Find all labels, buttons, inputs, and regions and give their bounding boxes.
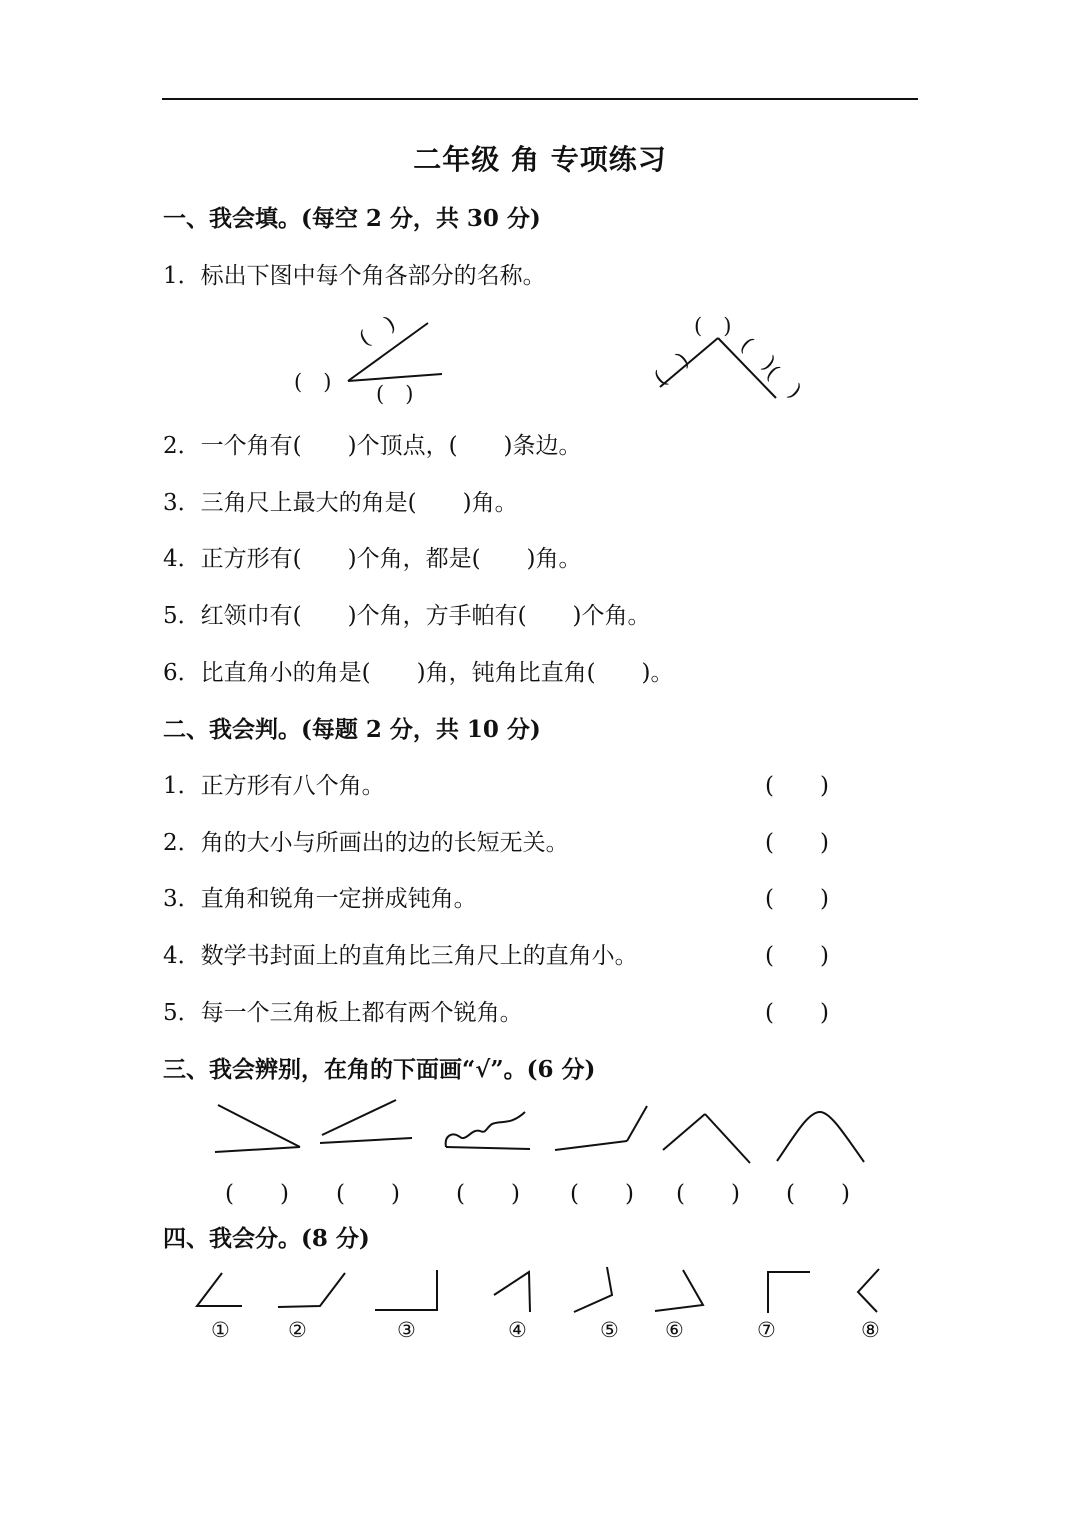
section-1-heading: 一、我会填。(每空 2 分，共 30 分) bbox=[163, 205, 541, 232]
figure-blank[interactable]: ( ) bbox=[736, 332, 781, 375]
angle-number-label: ④ bbox=[508, 1318, 527, 1342]
figure-blank[interactable]: ( ) bbox=[294, 370, 332, 394]
s2-item: 5．每一个三角板上都有两个锐角。 bbox=[163, 1000, 523, 1026]
s1-question-4: 4．正方形有( )个角，都是( )角。 bbox=[163, 546, 582, 572]
page-title: 二年级 角 专项练习 bbox=[413, 143, 667, 176]
identify-answer-blank[interactable]: ( ) bbox=[225, 1181, 289, 1207]
s2-item: 3．直角和锐角一定拼成钝角。 bbox=[163, 886, 477, 912]
judge-answer-blank[interactable]: ( ) bbox=[765, 773, 829, 799]
angle-7 bbox=[768, 1272, 810, 1313]
figure-blank[interactable]: ( ) bbox=[355, 311, 400, 351]
section-4-heading: 四、我会分。(8 分) bbox=[163, 1225, 370, 1252]
figure-blank[interactable]: ( ) bbox=[649, 347, 694, 390]
s2-item: 2．角的大小与所画出的边的长短无关。 bbox=[163, 830, 569, 856]
s1-question-1: 1．标出下图中每个角各部分的名称。 bbox=[163, 263, 546, 289]
judge-answer-blank[interactable]: ( ) bbox=[765, 1000, 829, 1026]
judge-answer-blank[interactable]: ( ) bbox=[765, 943, 829, 969]
angle-number-label: ③ bbox=[397, 1318, 416, 1342]
s1-question-6: 6．比直角小的角是( )角，钝角比直角( )。 bbox=[163, 660, 674, 686]
angle-5 bbox=[574, 1267, 612, 1312]
angle-3 bbox=[375, 1270, 437, 1310]
angle-number-label: ⑧ bbox=[861, 1318, 880, 1342]
s1-question-3: 3．三角尺上最大的角是( )角。 bbox=[163, 490, 518, 516]
angle-4 bbox=[494, 1272, 530, 1312]
angle-1 bbox=[197, 1273, 242, 1306]
angle-number-label: ⑤ bbox=[600, 1318, 619, 1342]
s2-item: 1．正方形有八个角。 bbox=[163, 773, 385, 799]
figure-blank[interactable]: ( ) bbox=[694, 314, 732, 338]
judge-answer-blank[interactable]: ( ) bbox=[765, 886, 829, 912]
section-3-heading: 三、我会辨别，在角的下面画“√”。(6 分) bbox=[163, 1056, 596, 1083]
angle-8 bbox=[858, 1269, 879, 1312]
s2-item: 4．数学书封面上的直角比三角尺上的直角小。 bbox=[163, 943, 638, 969]
angle-6 bbox=[655, 1270, 703, 1311]
figure-blank[interactable]: ( ) bbox=[376, 382, 414, 406]
section-2-heading: 二、我会判。(每题 2 分，共 10 分) bbox=[163, 716, 541, 743]
identify-answer-blank[interactable]: ( ) bbox=[336, 1181, 400, 1207]
figure-blank[interactable]: ( ) bbox=[762, 360, 807, 403]
s1-question-2: 2．一个角有( )个顶点，( )条边。 bbox=[163, 433, 582, 459]
identify-answer-blank[interactable]: ( ) bbox=[570, 1181, 634, 1207]
judge-answer-blank[interactable]: ( ) bbox=[765, 830, 829, 856]
angle-number-label: ⑦ bbox=[757, 1318, 776, 1342]
angle-number-label: ⑥ bbox=[665, 1318, 684, 1342]
identify-answer-blank[interactable]: ( ) bbox=[456, 1181, 520, 1207]
angle-number-label: ② bbox=[288, 1318, 307, 1342]
angle-number-label: ① bbox=[211, 1318, 230, 1342]
s1-question-5: 5．红领巾有( )个角，方手帕有( )个角。 bbox=[163, 603, 651, 629]
identify-answer-blank[interactable]: ( ) bbox=[786, 1181, 850, 1207]
angle-2 bbox=[278, 1273, 345, 1307]
identify-answer-blank[interactable]: ( ) bbox=[676, 1181, 740, 1207]
